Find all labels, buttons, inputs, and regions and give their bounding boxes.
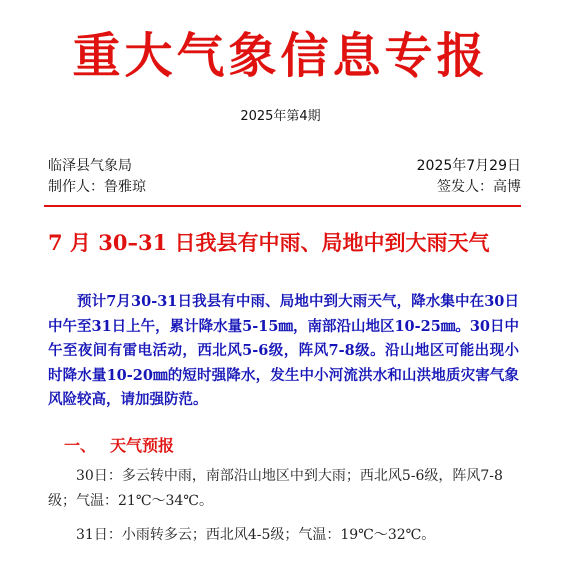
section-title: 天气预报 <box>110 436 175 455</box>
forecast-day-30: 30日：多云转中雨，南部沿山地区中到大雨；西北风5-6级，阵风7-8级；气温：21℃～34℃。 <box>48 468 503 509</box>
header-divider <box>44 205 521 207</box>
meta-row-issuer <box>48 156 521 176</box>
issuing-organization: 临泽县气象局 <box>48 158 132 174</box>
issue-date: 2025年7月29日 <box>416 158 521 174</box>
section-number: 一、 <box>64 436 97 455</box>
issue-number: 2025年第4期 <box>240 109 321 124</box>
report-summary: 预计7月30-31日我县有中雨、局地中到大雨天气，降水集中在30日中午至31日上午，累计降水量5-15㎜，南部沿山地区10-25㎜。30日中午至夜间有雷电活动，西北风5-6级，阵风7-8级。沿山地区可能出现小时降水量10-20㎜的短时强降水，发生中小河流洪水和山洪地质灾害气象风险较高，请加强防范。 <box>48 293 520 408</box>
meta-row-people <box>48 177 521 197</box>
author: 制作人：鲁雅琼 <box>48 179 146 195</box>
report-headline: 7 月 30–31 日我县有中雨、局地中到大雨天气 <box>48 230 490 255</box>
signer: 签发人：高博 <box>437 179 521 195</box>
bulletin-masthead: 重大气象信息专报 <box>72 28 489 84</box>
section-heading-forecast <box>64 434 174 458</box>
forecast-day-31: 31日：小雨转多云；西北风4-5级；气温：19℃～32℃。 <box>76 527 436 543</box>
